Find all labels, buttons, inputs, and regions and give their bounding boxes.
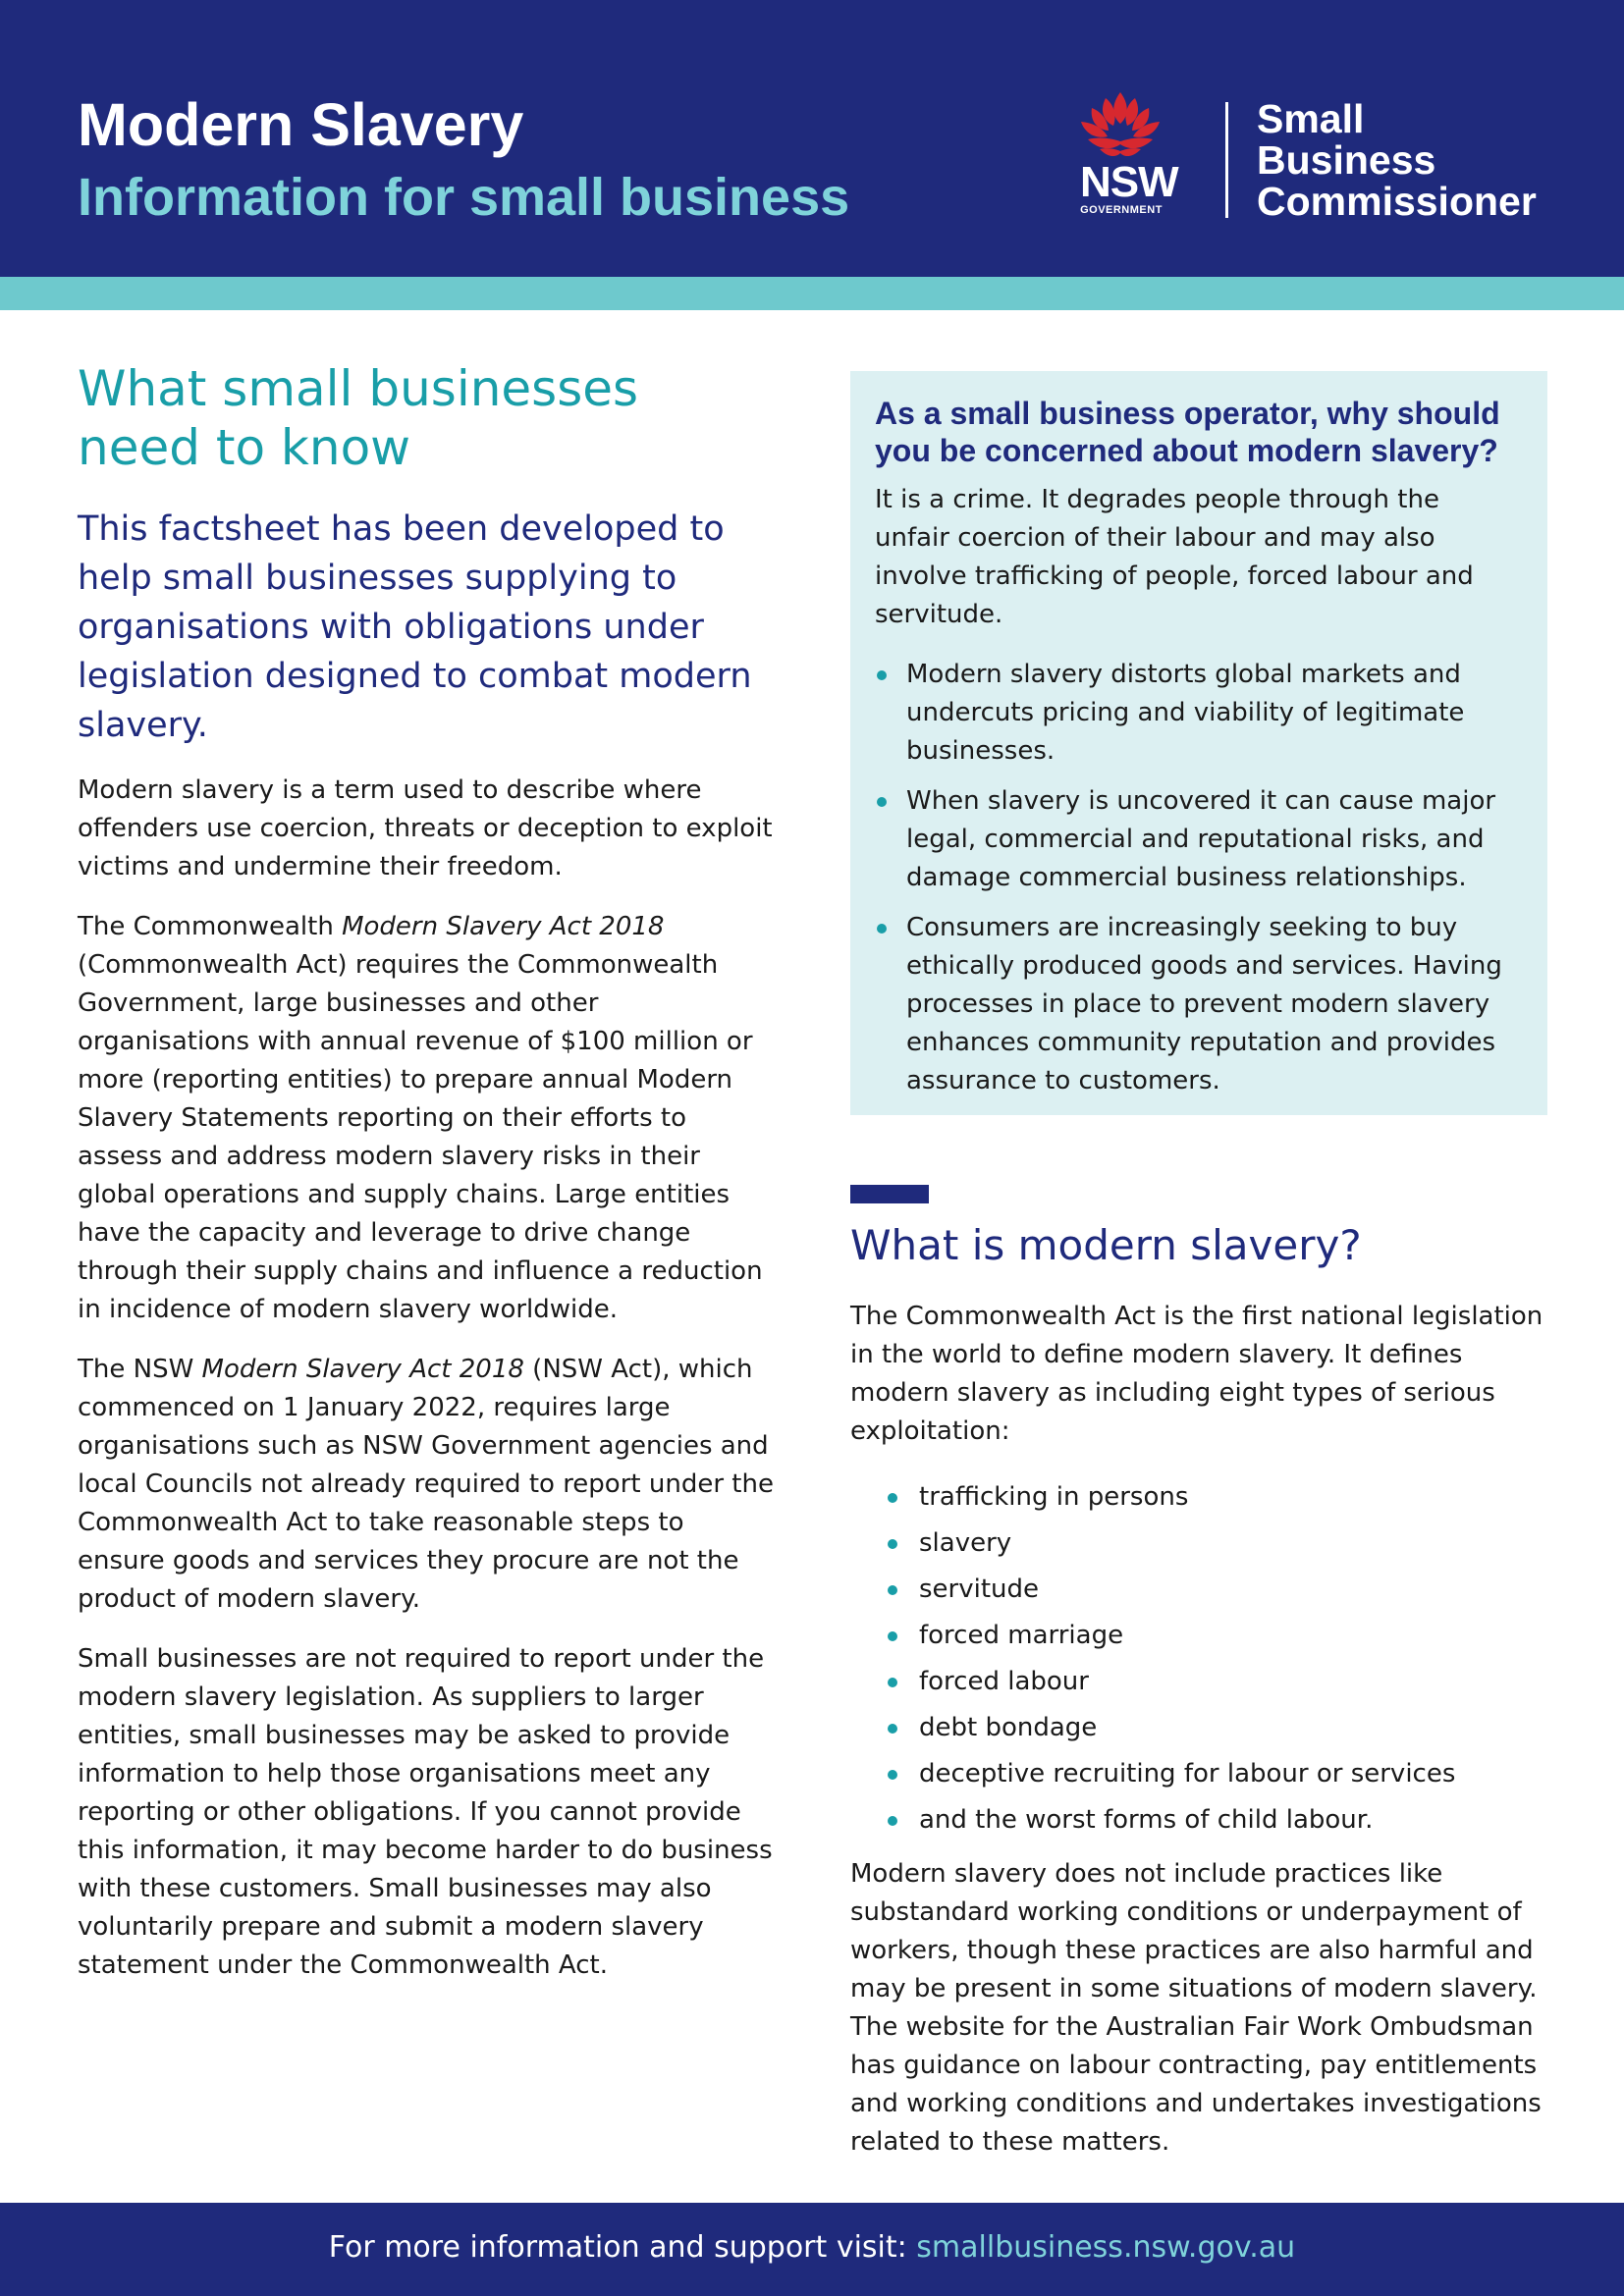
list-item-text: forced labour xyxy=(919,1667,1089,1696)
bullet-dot-icon xyxy=(888,1816,897,1826)
list-item-text: Modern slavery distorts global markets and undercuts pricing and viability of legitimate businesses. xyxy=(906,660,1465,766)
page-subtitle: Information for small business xyxy=(78,168,850,227)
body-paragraph: Small businesses are not required to report under the modern slavery legislation. As suppliers to larger entities, small businesses may be asked to provide information to help those organisations meet any reporting or other obligations. If you cannot provide this information, it may become harder to do business with these customers. Small businesses may also voluntarily prepare and submit a modern slavery statement under the Commonwealth Act. xyxy=(78,1644,773,1980)
list-item xyxy=(888,1705,1557,1751)
list-item xyxy=(888,1751,1557,1797)
heading-line: need to know xyxy=(78,419,411,476)
section-heading-need-to-know xyxy=(78,359,775,477)
list-item-text: trafficking in persons xyxy=(919,1482,1189,1512)
act-name: Modern Slavery Act 2018 xyxy=(201,1355,524,1384)
page-title: Modern Slavery xyxy=(78,91,524,158)
bullet-dot-icon xyxy=(888,1724,897,1734)
bullet-dot-icon xyxy=(888,1539,897,1549)
callout-heading: As a small business operator, why should you be concerned about modern slavery? xyxy=(875,396,1500,468)
list-item-text: and the worst forms of child labour. xyxy=(919,1805,1374,1835)
footer-text xyxy=(329,2228,1295,2268)
list-item xyxy=(888,1659,1557,1705)
bullet-dot-icon xyxy=(888,1770,897,1780)
bullet-dot-icon xyxy=(877,797,887,807)
list-item-text: deceptive recruiting for labour or services xyxy=(919,1759,1456,1789)
footer-website-link[interactable]: smallbusiness.nsw.gov.au xyxy=(916,2230,1296,2265)
body-paragraph: The Commonwealth Act is the first national legislation in the world to define modern slavery. It defines modern slavery as including eight types of serious exploitation: xyxy=(850,1302,1543,1446)
body-paragraph-commonwealth-act xyxy=(78,908,775,1329)
heading-line: What small businesses xyxy=(78,360,639,417)
bullet-dot-icon xyxy=(877,924,887,934)
text-run: The NSW xyxy=(78,1355,202,1384)
list-item xyxy=(875,782,1522,897)
list-item-text: debt bondage xyxy=(919,1713,1098,1742)
bullet-dot-icon xyxy=(888,1585,897,1595)
waratah-logo-icon xyxy=(1076,90,1164,159)
callout-box xyxy=(850,371,1547,1115)
text-run: The Commonwealth xyxy=(78,912,343,941)
left-column xyxy=(78,359,775,1985)
bullet-dot-icon xyxy=(877,670,887,680)
list-item xyxy=(888,1521,1557,1567)
sbc-line: Business xyxy=(1257,137,1436,183)
sbc-line: Small xyxy=(1257,96,1365,141)
list-item-text: When slavery is uncovered it can cause major legal, commercial and reputational risks, and damage commercial business relationships. xyxy=(906,786,1496,892)
nsw-wordmark: NSW xyxy=(1080,158,1178,206)
lead-paragraph: This factsheet has been developed to help small businesses supplying to organisations with obligations under legislation designed to combat modern slavery. xyxy=(78,509,752,745)
body-paragraph: Modern slavery does not include practices like substandard working conditions or underpayment of workers, though these practices are also harmful and may be present in some situations of modern slavery. The website for the Australian Fair Work Ombudsman has guidance on labour contracting, pay entitlements and working conditions and undertakes investigations related to these matters. xyxy=(850,1859,1542,2157)
list-item xyxy=(888,1474,1557,1521)
list-item-text: forced marriage xyxy=(919,1621,1124,1650)
sbc-line: Commissioner xyxy=(1257,179,1537,224)
logo-divider xyxy=(1225,102,1228,218)
bullet-dot-icon xyxy=(888,1678,897,1687)
list-item xyxy=(888,1797,1557,1843)
exploitation-types-list xyxy=(850,1474,1557,1843)
callout-bullet-list xyxy=(875,656,1522,1100)
list-item xyxy=(888,1613,1557,1659)
act-name: Modern Slavery Act 2018 xyxy=(342,912,665,941)
text-run: (NSW Act), which commenced on 1 January 2022, requires large organisations such as NSW Government agencies and local Councils not already required to report under the Commonwealth Act to take reasonable steps to ensure goods and services they procure are not the product of modern slavery. xyxy=(78,1355,774,1614)
header-accent-stripe xyxy=(0,277,1624,310)
footer-banner xyxy=(0,2203,1624,2296)
list-item xyxy=(875,909,1522,1100)
bullet-dot-icon xyxy=(888,1493,897,1503)
bullet-dot-icon xyxy=(888,1631,897,1641)
section-heading-what-is: What is modern slavery? xyxy=(850,1221,1362,1269)
right-column xyxy=(850,1215,1557,2162)
footer-label: For more information and support visit: xyxy=(328,2230,917,2265)
list-item xyxy=(875,656,1522,771)
list-item xyxy=(888,1567,1557,1613)
government-wordmark: GOVERNMENT xyxy=(1080,204,1163,216)
list-item-text: slavery xyxy=(919,1528,1012,1558)
small-business-commissioner-wordmark xyxy=(1257,98,1537,222)
list-item-text: servitude xyxy=(919,1575,1040,1604)
list-item-text: Consumers are increasingly seeking to buy ethically produced goods and services. Having processes in place to prevent modern slavery enhances community reputation and provides assurance to customers. xyxy=(906,913,1502,1095)
body-paragraph-nsw-act xyxy=(78,1351,775,1619)
section-accent-bar xyxy=(850,1185,929,1203)
callout-intro: It is a crime. It degrades people through the unfair coercion of their labour and may also involve trafficking of people, forced labour and servitude. xyxy=(875,485,1474,629)
body-paragraph: Modern slavery is a term used to describe where offenders use coercion, threats or deception to exploit victims and undermine their freedom. xyxy=(78,775,773,881)
text-run: (Commonwealth Act) requires the Commonwealth Government, large businesses and other organisations with annual revenue of $100 million or more (reporting entities) to prepare annual Modern Slavery Statements reporting on their efforts to assess and address modern slavery risks in their global operations and supply chains. Large entities have the capacity and leverage to drive change through their supply chains and influence a reduction in incidence of modern slavery worldwide. xyxy=(78,950,763,1324)
